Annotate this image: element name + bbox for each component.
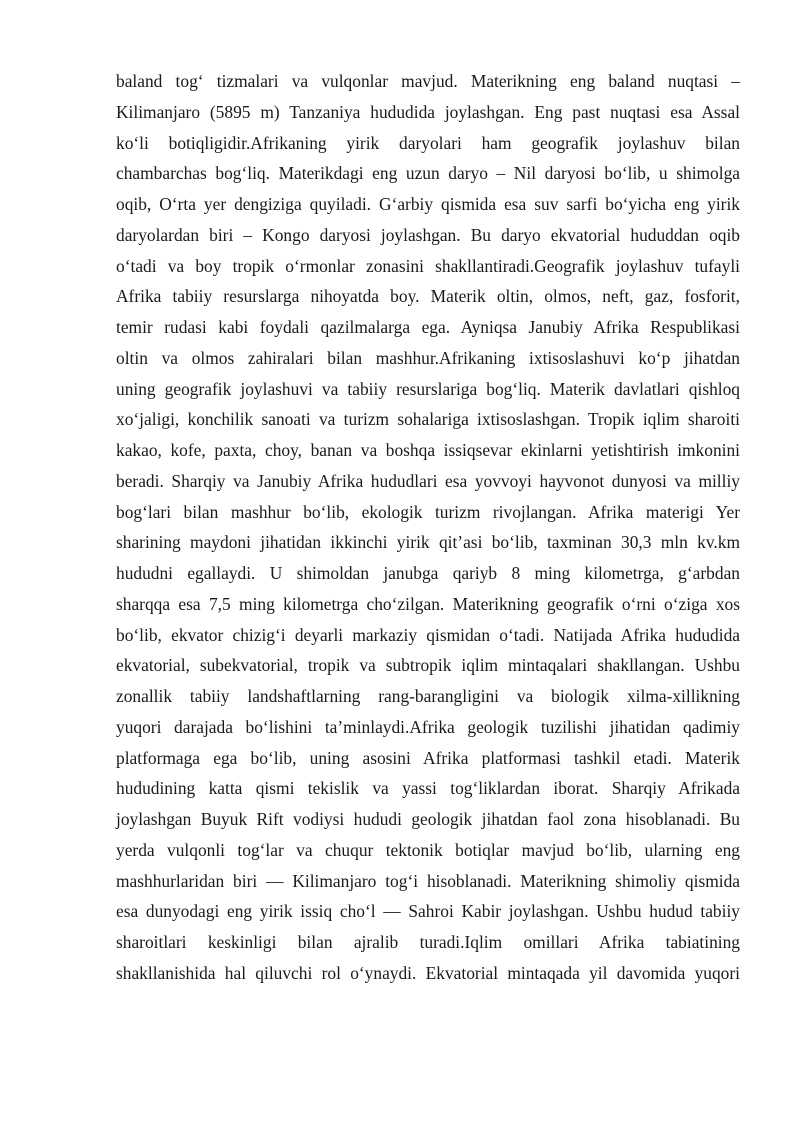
text-line: temir rudasi kabi foydali qazilmalarga ega. Ayniqsa Janubiy Afrika Respublikasi	[116, 317, 740, 337]
text-line: sharoitlari keskinligi bilan ajralib turadi.Iqlim omillari Afrika tabiatining	[116, 932, 740, 952]
text-line: baland tog‘ tizmalari va vulqonlar mavjud. Materikning eng baland nuqtasi –	[116, 71, 740, 91]
text-line: yuqori darajada bo‘lishini ta’minlaydi.Afrika geologik tuzilishi jihatidan qadimiy	[116, 716, 740, 737]
text-line: xo‘jaligi, konchilik sanoati va turizm sohalariga ixtisoslashgan. Tropik iqlim sharoiti	[116, 409, 740, 430]
text-line: kakao, kofe, paxta, choy, banan va boshqa issiqsevar ekinlarni yetishtirish imkonini	[116, 440, 740, 460]
text-line: bog‘lari bilan mashhur bo‘lib, ekologik turizm rivojlangan. Afrika materigi Yer	[116, 501, 740, 522]
text-line: oltin va olmos zahiralari bilan mashhur.Afrikaning ixtisoslashuvi ko‘p jihatdan	[116, 347, 740, 368]
text-line: sharqqa esa 7,5 ming kilometrga cho‘zilgan. Materikning geografik o‘rni o‘ziga xos	[116, 593, 740, 614]
text-line: Afrika tabiiy resurslarga nihoyatda boy. Materik oltin, olmos, neft, gaz, fosforit,	[116, 286, 740, 307]
text-line: sharining maydoni jihatidan ikkinchi yirik qit’asi bo‘lib, taxminan 30,3 mln kv.km	[116, 532, 740, 553]
text-line: zonallik tabiiy landshaftlarning rang-barangligini va biologik xilma-xillikning	[116, 686, 740, 706]
text-line: hududining katta qismi tekislik va yassi tog‘liklardan iborat. Sharqiy Afrikada	[116, 778, 740, 799]
document-page	[116, 66, 740, 989]
text-line: shakllanishida hal qiluvchi rol o‘ynaydi. Ekvatorial mintaqada yil davomida yuqori	[116, 962, 740, 983]
text-line: esa dunyodagi eng yirik issiq cho‘l — Sahroi Kabir joylashgan. Ushbu hudud tabiiy	[116, 901, 740, 922]
text-line: ekvatorial, subekvatorial, tropik va subtropik iqlim mintaqalari shakllangan. Ushbu	[116, 655, 740, 676]
text-line: mashhurlaridan biri — Kilimanjaro tog‘i hisoblanadi. Materikning shimoliy qismida	[116, 870, 740, 891]
text-line: uning geografik joylashuvi va tabiiy resurslariga bog‘liq. Materik davlatlari qishloq	[116, 378, 740, 399]
text-line: yerda vulqonli tog‘lar va chuqur tektonik botiqlar mavjud bo‘lib, ularning eng	[116, 839, 740, 860]
text-line: platformaga ega bo‘lib, uning asosini Afrika platformasi tashkil etadi. Materik	[116, 747, 740, 768]
text-line: chambarchas bog‘liq. Materikdagi eng uzun daryo – Nil daryosi bo‘lib, u shimolga	[116, 163, 740, 184]
text-line: o‘tadi va boy tropik o‘rmonlar zonasini shakllantiradi.Geografik joylashuv tufayli	[116, 255, 740, 276]
text-line: joylashgan Buyuk Rift vodiysi hududi geologik jihatdan faol zona hisoblanadi. Bu	[116, 809, 740, 829]
text-line: Kilimanjaro (5895 m) Tanzaniya hududida joylashgan. Eng past nuqtasi esa Assal	[116, 101, 740, 122]
text-line: bo‘lib, ekvator chizig‘i deyarli markaziy qismidan o‘tadi. Natijada Afrika hududida	[116, 624, 740, 645]
text-line: beradi. Sharqiy va Janubiy Afrika hududlari esa yovvoyi hayvonot dunyosi va milliy	[116, 470, 740, 491]
text-line: oqib, O‘rta yer dengiziga quyiladi. G‘arbiy qismida esa suv sarfi bo‘yicha eng yirik	[116, 194, 740, 214]
text-line: ko‘li botiqligidir.Afrikaning yirik daryolari ham geografik joylashuv bilan	[116, 132, 740, 153]
text-line: hududni egallaydi. U shimoldan janubga qariyb 8 ming kilometrga, g‘arbdan	[116, 563, 740, 583]
text-line: daryolardan biri – Kongo daryosi joylashgan. Bu daryo ekvatorial hududdan oqib	[116, 224, 740, 245]
